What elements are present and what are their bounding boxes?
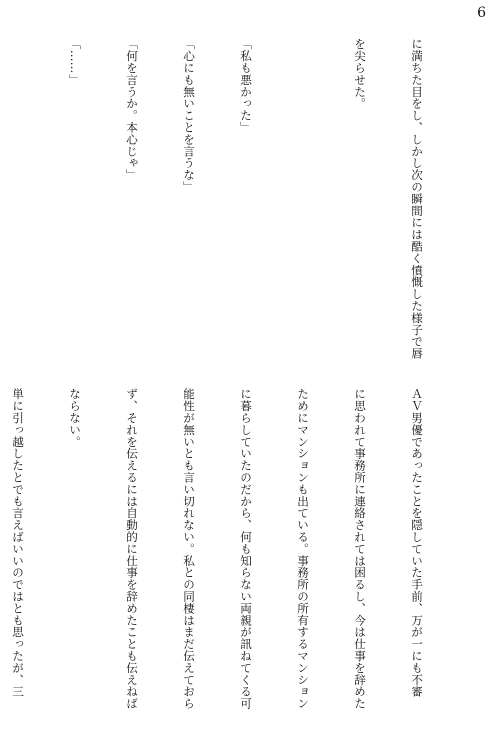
- text-line: ためにマンションも出ている。事務所の所有するマンション: [296, 388, 310, 710]
- text-line: ＡＶ男優であったことを隠していた手前、万が一にも不審: [410, 388, 424, 698]
- bottom-text-block: [11, 388, 464, 713]
- dialogue-line: 「心にも無いことを言うな」: [182, 38, 196, 193]
- text-line: に満ちた目をし、しかし次の瞬間には酷く憤慨した様子で唇: [410, 38, 424, 360]
- text-line: ならない。: [68, 388, 82, 448]
- paragraph-gap: [8, 38, 27, 368]
- dialogue-line: 「何を言うか。本心じゃ」: [125, 38, 139, 181]
- text-line: に暮らしていたのだから、何も知らない両親が訊ねてくる可: [239, 388, 253, 710]
- paragraph-gap: [293, 38, 312, 368]
- text-line: を尖らせた。: [353, 38, 367, 110]
- dialogue-line: 「……」: [68, 38, 82, 86]
- top-text-block: [34, 38, 464, 368]
- page-number: 6: [477, 5, 486, 21]
- text-line: に思われて事務所に連絡されては困るし、今は仕事を辞めた: [353, 388, 367, 710]
- text-line: 単に引っ越したとでも言えばいいのではとも思ったが、三: [11, 388, 25, 698]
- dialogue-line: 「私も悪かった」: [239, 38, 253, 134]
- text-line: ず、それを伝えるには自動的に仕事を辞めたことも伝えねば: [125, 388, 139, 710]
- text-line: 能性が無いとも言い切れない。私との同棲はまだ伝えておら: [182, 388, 196, 710]
